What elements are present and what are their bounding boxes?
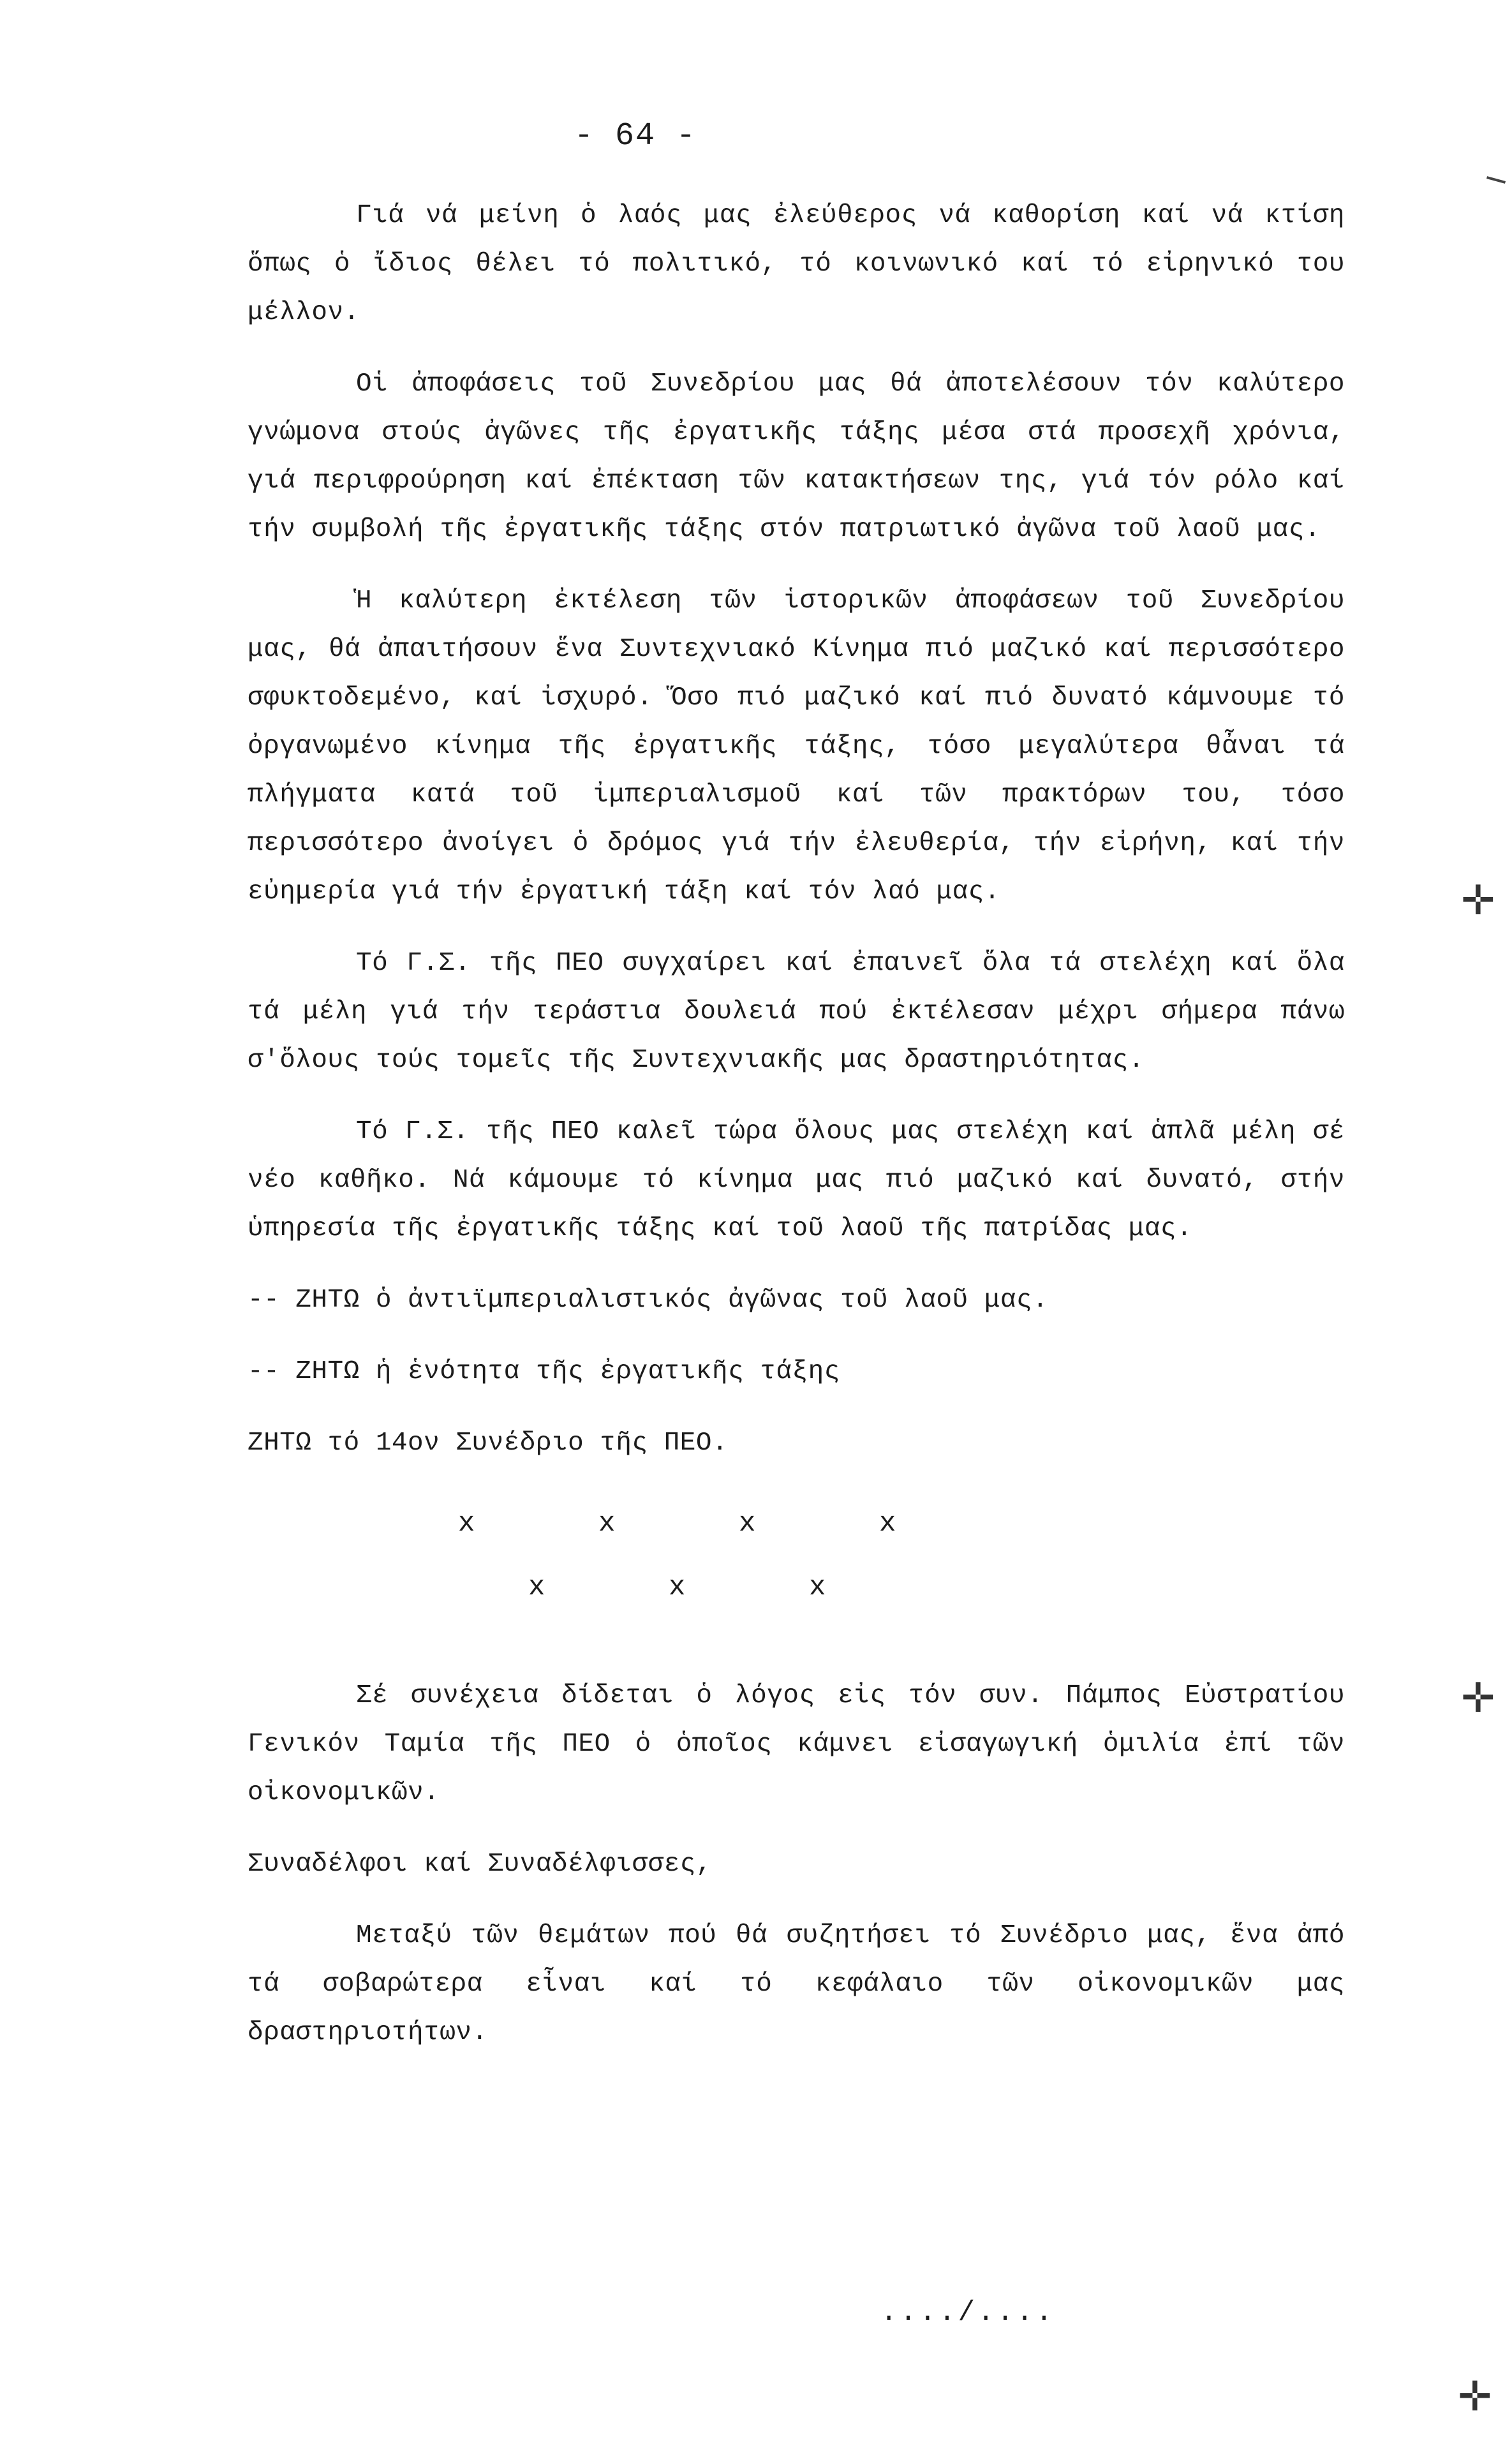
closing-paragraph-1: Σέ συνέχεια δίδεται ὁ λόγος εἰς τόν συν. Πάμπος Εὐστρατίου Γενικόν Ταμία τῆς ΠΕΟ ὁ ὁποῖος κάμνει εἰσαγωγική ὁμιλία ἐπί τῶν οἰκονομικῶν.	[248, 1681, 1345, 1807]
slogan-1: -- ΖΗΤΩ ὁ ἀντιϊμπεριαλιστικός ἀγῶνας τοῦ λαοῦ μας.	[248, 1286, 1049, 1315]
continuation-marker: ..../....	[880, 2297, 1055, 2329]
salutation: Συναδέλφοι καί Συναδέλφισσες,	[248, 1850, 713, 1879]
separator-mark: x	[458, 1508, 475, 1540]
separator-mark: x	[739, 1508, 756, 1540]
separator-mark: x	[809, 1571, 826, 1603]
paragraph-4: Τό Γ.Σ. τῆς ΠΕΟ συγχαίρει καί ἐπαινεῖ ὅλα τά στελέχη καί ὅλα τά μέλη γιά τήν τεράστια δουλειά πού ἐκτέλεσαν μέχρι σήμερα πάνω σ'ὅλους τούς τομεῖς τῆς Συντεχνιακῆς μας δραστηριότητας.	[248, 949, 1345, 1075]
separator-mark: x	[598, 1508, 616, 1540]
paragraph-1: Γιά νά μείνη ὁ λαός μας ἐλεύθερος νά καθορίση καί νά κτίση ὅπως ὁ ἴδιος θέλει τό πολιτικό, τό κοινωνικό καί τό εἰρηνικό του μέλλον.	[248, 201, 1345, 327]
paragraph-2: Οἱ ἀποφάσεις τοῦ Συνεδρίου μας θά ἀποτελέσουν τόν καλύτερο γνώμονα στούς ἀγῶνες τῆς ἐργατικῆς τάξης μέσα στά προσεχῆ χρόνια, γιά περιφρούρηση καί ἐπέκταση τῶν κατακτήσεων της, γιά τόν ρόλο καί τήν συμβολή τῆς ἐργατικῆς τάξης στόν πατριωτικό ἀγῶνα τοῦ λαοῦ μας.	[248, 369, 1345, 544]
paragraph-5: Τό Γ.Σ. τῆς ΠΕΟ καλεῖ τώρα ὅλους μας στελέχη καί ἁπλᾶ μέλη σέ νέο καθῆκο. Νά κάμουμε τό κίνημα μας πιό μαζικό καί δυνατό, στήν ὑπηρεσία τῆς ἐργατικῆς τάξης καί τοῦ λαοῦ τῆς πατρίδας μας.	[248, 1117, 1345, 1243]
paragraph-3: Ἡ καλύτερη ἐκτέλεση τῶν ἱστορικῶν ἀποφάσεων τοῦ Συνεδρίου μας, θά ἀπαιτήσουν ἕνα Συντεχνιακό Κίνημα πιό μαζικό καί περισσότερο σφυκτοδεμένο, καί ἰσχυρό. Ὅσο πιό μαζικό καί πιό δυνατό κάμνουμε τό ὀργανωμένο κίνημα τῆς ἐργατικῆς τάξης, τόσο μεγαλύτερα θἆναι τά πλήγματα κατά τοῦ ἰμπεριαλισμοῦ καί τῶν πρακτόρων του, τόσο περισσότερο ἀνοίγει ὁ δρόμος γιά τήν ἐλευθερία, τήν εἰρήνη, καί τήν εὐημερία γιά τήν ἐργατική τάξη καί τόν λαό μας.	[248, 586, 1345, 907]
closing-paragraph-2: Μεταξύ τῶν θεμάτων πού θά συζητήσει τό Συνέδριο μας, ἕνα ἀπό τά σοβαρώτερα εἶναι καί τό κεφάλαιο τῶν οἰκονομικῶν μας δραστηριοτήτων.	[248, 1921, 1345, 2047]
registration-cross-icon: ✛	[1461, 1675, 1495, 1722]
registration-cross-icon: ✛	[1458, 2373, 1492, 2421]
slogan-2: -- ΖΗΤΩ ἡ ἑνότητα τῆς ἐργατικῆς τάξης	[248, 1357, 840, 1386]
section-separator	[248, 1493, 1345, 1646]
margin-scan-mark	[1486, 176, 1506, 184]
page-number: - 64 -	[574, 118, 697, 154]
slogan-3: ΖΗΤΩ τό 14ον Συνέδριο τῆς ΠΕΟ.	[248, 1429, 729, 1458]
separator-mark: x	[669, 1571, 686, 1603]
document-body	[248, 191, 1345, 2080]
separator-mark: x	[879, 1508, 896, 1540]
separator-mark: x	[528, 1571, 545, 1603]
registration-cross-icon: ✛	[1461, 877, 1495, 924]
